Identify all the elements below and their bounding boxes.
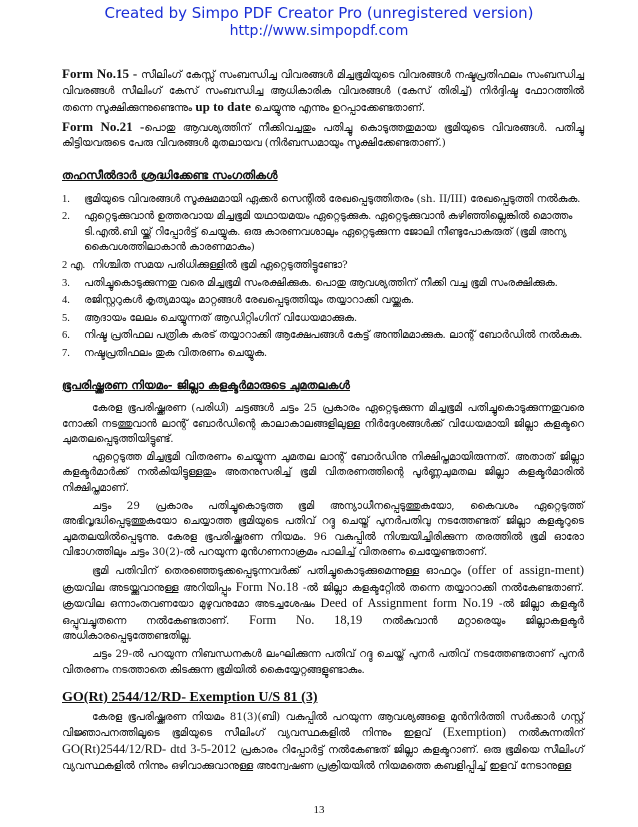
item-number: 4. <box>62 295 70 307</box>
item-text: ആദായം ലേലം ചെയ്യുന്നത് ആഡിറ്റിംഗിന് വിധേയമാക്കുക. <box>84 311 358 324</box>
form15-paragraph <box>62 66 584 117</box>
section2-heading: ഭൂപരിഷ്ക്കരണ നിയമം- ജില്ലാ കളക്ടർമാരുടെ ചുമതലകൾ <box>62 377 350 392</box>
section2-paragraph-2: ഏറ്റെടുത്ത മിച്ചഭൂമി വിതരണം ചെയ്യുന്ന ചുമതല ലാന്റ് ബോർഡിനു നിക്ഷിപ്തമായിരുന്നത്. അതാത് ജില്ലാ കളക്ടർമാർക്ക് നൽകിയിട്ടുള്ളതും അതനുസരിച്ച് ഭൂമി വിതരണത്തിന്റെ പൂർണ്ണചുമതല ജില്ലാ കളക്ടർമാരിൽ നിക്ഷിപ്തമാണ്. <box>62 450 584 495</box>
para4-text-d: -ൽ ജില്ലാ കളക്ടർ ഒപ്പുവച്ചുതന്നെ നൽകേണ്ടതാണ്. <box>62 598 584 627</box>
exemption-term: (Exemption) <box>442 725 507 740</box>
section3-text-b: നൽകുന്നതിന് <box>506 727 584 740</box>
item-number: 5. <box>62 312 70 324</box>
section3-heading: GO(Rt) 2544/12/RD- Exemption U/S 81 (3) <box>62 690 318 706</box>
item-number: 3. <box>62 277 70 289</box>
item-number: 2 എ. <box>62 259 86 271</box>
item-number: 1. <box>62 193 70 205</box>
para4-text-a: ഭൂമി പതിവിന് തെരഞ്ഞെടുക്കപ്പെടുന്നവർക്ക് പതിച്ചുകൊടുക്കുമെന്നുള്ള ഓഫറും <box>92 565 468 578</box>
para4-text-e: നൽകുവാൻ മറ്റാരെയും ജില്ലാകളക്ടർ അധികാരപ്പെടുത്തേണ്ടതില്ല. <box>62 614 584 643</box>
form15-label: Form No.15 - <box>62 66 138 81</box>
item-text: പതിച്ചുകൊടുക്കുന്നതു വരെ മിച്ചഭൂമി സംരക്ഷിക്കുക. പൊതു ആവശ്യത്തിന് നീക്കി വച്ച ഭൂമി സംരക്ഷിക്കുക. <box>84 276 558 289</box>
section2-paragraph-5: ചട്ടം 29-ൽ പറയുന്ന നിബന്ധനകൾ ലംഘിക്കുന്ന പതിവ് റദ്ദു ചെയ്ത് പുനർ പതിവ് നടത്തേണ്ടതാണ് പുനർ വിതരണം നടത്താതെ കിടക്കുന്ന ഭൂമിയിൽ കൈയ്യേറ്റങ്ങളുണ്ടാകും. <box>62 648 584 676</box>
watermark-url: http://www.simpopdf.com <box>229 23 409 39</box>
item-text: ഏറ്റെടുക്കുവാൻ ഉത്തരവായ മിച്ചഭൂമി യഥായമയം ഏറ്റെടുക്കുക. ഏറ്റെടുക്കുവാൻ കഴിഞ്ഞില്ലെങ്കിൽ മൊത്തം ടി.എൽ.ബി യ്ക്ക് റിപ്പോർട്ട് ചെയ്യുക. ഒരു കാരണവശാലും ഏറ്റെടുക്കുന്ന ജോലി നീണ്ടുപോകരുത് (ഭൂമി അന്യ കൈവശത്തിലാകാൻ കാരണമാകും) <box>84 210 573 254</box>
section3-text-c: പ്രകാരം റിപ്പോർട്ട് നൽകേണ്ടത് ജില്ലാ കളക്ടറാണ്. ഒരു ഭൂമിയെ സീലിംഗ് വ്യവസ്ഥകളിൽ നിന്നും ഒഴിവാക്കുവാനുള്ള അന്വേഷണ പ്രക്രിയയിൽ നിയമത്തെ കബളിപ്പിച്ച് ഇളവ് നേടാനുള്ള <box>62 743 584 772</box>
list-item <box>62 258 584 274</box>
form21-label: Form No.21 - <box>62 118 145 134</box>
item-number: 6. <box>62 330 70 342</box>
section3-paragraph <box>62 710 584 774</box>
watermark-title: Created by Simpo PDF Creator Pro (unregistered version) <box>104 4 534 22</box>
section2-paragraph-1: കേരള ഭൂപരിഷ്ക്കരണ (പരിധി) ചട്ടങ്ങൾ ചട്ടം 25 പ്രകാരം ഏറ്റെടുക്കുന്ന മിച്ചഭൂമി പതിച്ചുകൊടുക്കുന്നതുവരെ നോക്കി നടത്തുവാൻ ലാന്റ് ബോർഡിന്റെ കാലാകാലങ്ങളിലുള്ള നിർദ്ദേശങ്ങൾക്ക് വിധേയമായി ജില്ലാ കളക്ടറെ ചുമതലപ്പെടുത്തിയിട്ടുണ്ട്. <box>62 402 584 446</box>
item-number: 2. <box>62 211 70 223</box>
item-number: 7. <box>62 347 70 359</box>
item-text: ഭൂമിയുടെ വിവരങ്ങൾ സൂക്ഷമമായി ഏക്കർ സെന്റിൽ രേഖപ്പെടുത്തിതരം (sh. II/III) രേഖപ്പെടുത്തി നൽകുക. <box>84 192 581 205</box>
page-number: 13 <box>313 804 325 816</box>
offer-of-assignment: (offer of assign-ment) <box>467 563 584 578</box>
form18-19-reference: Form No. 18,19 <box>249 612 363 627</box>
para4-text-b: ക്രയവില അടയ്ക്കുവാനുള്ള അറിയിപ്പും <box>62 581 236 594</box>
document-body <box>62 66 584 776</box>
para4-text-c: -ൽ ജില്ലാ കളക്ടറ്റേിൽ തന്നെ തയ്യാറാക്കി നൽകേണ്ടതാണ്. ക്രയവില ഒന്നാംതവണയോ മുഴുവനുമോ അടച്ചശേഷം <box>62 581 585 611</box>
section2-paragraph-4 <box>62 563 584 645</box>
form15-text-b: ചെയ്യുന്നു എന്നും ഉറപ്പാക്കേണ്ടതാണ്. <box>251 102 426 115</box>
list-item <box>62 311 584 327</box>
tahsildar-checklist <box>62 192 584 362</box>
go-reference: GO(Rt)2544/12/RD- dtd 3-5-2012 <box>62 741 237 756</box>
section1-heading: തഹസീൽദാർ ശ്രദ്ധിക്കേണ്ട സംഗതികൾ <box>62 167 278 182</box>
item-text: നിഷ്ട പ്രതിഫല പത്രിക കരട് തയ്യാറാക്കി ആക്ഷേപങ്ങൾ കേട്ട് അന്തിമമാക്കുക. ലാന്റ് ബോർഡിൽ നൽകുക. <box>84 329 583 342</box>
form18-reference: Form No.18 <box>235 579 299 594</box>
item-text: രജിസ്റ്ററുകൾ കൃത്യമായും മാറ്റങ്ങൾ രേഖപ്പെടുത്തിയും തയ്യാറാക്കി വയ്ക്കുക. <box>84 294 415 307</box>
section2-paragraph-3: ചട്ടം 29 പ്രകാരം പതിച്ചുകൊടുത്ത ഭൂമി അന്യാധീനപ്പെടുത്തുകയോ, കൈവശം ഏറ്റെടുത്ത് അഭിവൃദ്ധിപ്പെടുത്തുകയോ ചെയ്യാത്ത ഭൂമിയുടെ പതിവ് റദ്ദു ചെയ്ത് പുനർപതിവു നടത്തേണ്ടത് ജില്ലാ കളക്ടറുടെ ചുമതലയിൽപ്പെടുന്നു. കേരള ഭൂപരിഷ്ക്കരണ നിയമം. 96 വകുപ്പിൽ നിശ്ചയിച്ചിരിക്കുന്ന തരത്തിൽ ഭൂമി ഓരോ വിഭാഗത്തിലും ചട്ടം 30(2)-ൽ പറയുന്ന മുൻഗണനാക്രമം പാലിച്ച് വിതരണം ചെയ്യേണ്ടതാണ്. <box>62 499 584 559</box>
list-item <box>62 346 584 362</box>
list-item <box>62 276 584 292</box>
form21-text: പൊതു ആവശ്യത്തിന് നീക്കിവച്ചതും പതിച്ചു കൊടുത്തതുമായ ഭൂമിയുടെ വിവരങ്ങൾ. പതിച്ചു കിട്ടിയവരുടെ പേരു വിവരങ്ങൾ മുതലായവ (നിർബന്ധമായും സൂക്ഷിക്കേണ്ടതാണ്.) <box>62 121 584 150</box>
list-item <box>62 293 584 309</box>
list-item <box>62 192 584 208</box>
form21-paragraph <box>62 119 584 152</box>
form15-text-a: സീലിംഗ് കേസ്സ് സംബന്ധിച്ച വിവരങ്ങൾ മിച്ചഭൂമിയുടെ വിവരങ്ങൾ നഷ്ടപ്രതിഫലം സംബന്ധിച്ച വിവരങ്ങൾ സീലിംഗ് കേസ് സംബന്ധിച്ച ആധികാരിക വിവരങ്ങൾ (കേസ് തിരിച്ച്) നിർദ്ദിഷ്ട ഫോറത്തിൽ തന്നെ സൂക്ഷിക്കുന്നുണ്ടെന്നും <box>62 69 584 115</box>
item-text: നഷ്ടപ്രതിഫലം തുക വിതരണം ചെയ്യുക. <box>84 346 268 359</box>
list-item <box>62 328 584 344</box>
section3-text-a: കേരള ഭൂപരിഷ്ക്കരണ നിയമം 81(3)(ബി) വകുപ്പിൽ പറയുന്ന ആവശ്യങ്ങളെ മുൻനിർത്തി സർക്കാർ ഗസ്റ്റ് വിജ്ഞാപനത്തിലൂടെ ഭൂമിയുടെ സീലിംഗ് വ്യവസ്ഥകളിൽ നിന്നും ഇളവ് <box>62 710 584 740</box>
deed-of-assignment: Deed of Assignment form No.19 <box>320 596 494 611</box>
up-to-date: up to date <box>195 99 251 115</box>
item-text: നിശ്ചിത സമയ പരിധിക്കുള്ളിൽ ഭൂമി ഏറ്റെടുത്തിട്ടുണ്ടോ? <box>92 258 348 271</box>
list-item <box>62 209 584 256</box>
